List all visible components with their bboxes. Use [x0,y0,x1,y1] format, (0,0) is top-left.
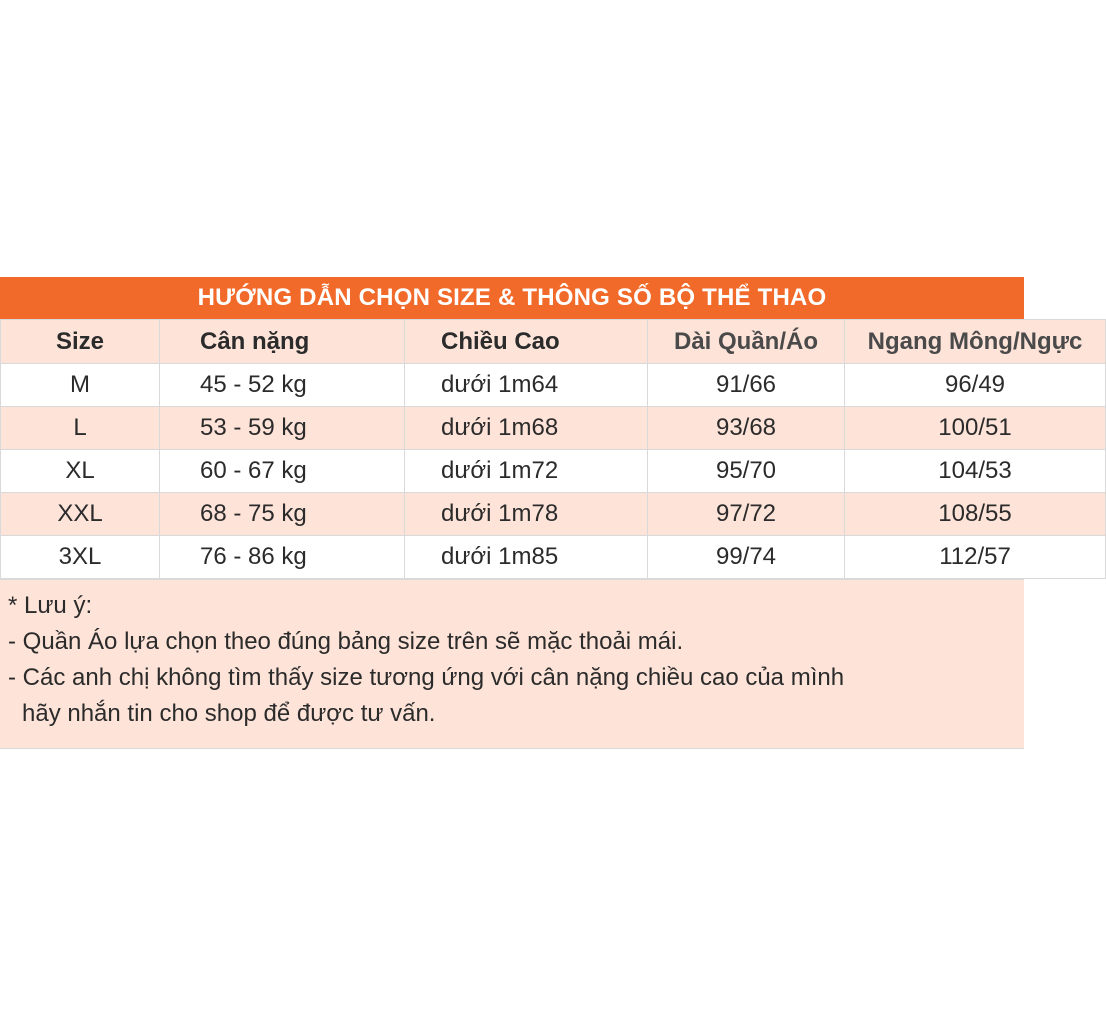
notes-line-1: - Quần Áo lựa chọn theo đúng bảng size trên sẽ mặc thoải mái. [8,628,684,655]
table-row [1,407,1106,450]
notes-panel [0,579,1024,749]
cell-height: dưới 1m85 [405,536,648,579]
cell-hip-chest: 96/49 [845,364,1106,407]
cell-size: XL [1,450,160,493]
cell-weight: 45 - 52 kg [160,364,405,407]
cell-height: dưới 1m78 [405,493,648,536]
notes-line-3: hãy nhắn tin cho shop để được tư vấn. [22,700,436,727]
cell-size: 3XL [1,536,160,579]
size-table [0,319,1106,579]
cell-hip-chest: 108/55 [845,493,1106,536]
header-height: Chiều Cao [405,320,648,364]
cell-height: dưới 1m72 [405,450,648,493]
size-guide-title: HƯỚNG DẪN CHỌN SIZE & THÔNG SỐ BỘ THỂ THAO [0,277,1024,319]
cell-hip-chest: 100/51 [845,407,1106,450]
table-row [1,364,1106,407]
cell-weight: 76 - 86 kg [160,536,405,579]
cell-length: 95/70 [648,450,845,493]
notes-line-2: - Các anh chị không tìm thấy size tương ứng với cân nặng chiều cao của mình [8,664,845,691]
cell-length: 97/72 [648,493,845,536]
cell-weight: 68 - 75 kg [160,493,405,536]
header-hip-chest: Ngang Mông/Ngực [845,320,1106,364]
cell-size: XXL [1,493,160,536]
header-weight: Cân nặng [160,320,405,364]
cell-size: L [1,407,160,450]
table-row [1,493,1106,536]
cell-length: 91/66 [648,364,845,407]
size-guide-sheet [0,277,1083,749]
cell-length: 93/68 [648,407,845,450]
cell-hip-chest: 112/57 [845,536,1106,579]
notes-heading: * Lưu ý: [8,592,93,619]
table-row [1,536,1106,579]
cell-hip-chest: 104/53 [845,450,1106,493]
cell-size: M [1,364,160,407]
cell-weight: 60 - 67 kg [160,450,405,493]
cell-height: dưới 1m64 [405,364,648,407]
cell-weight: 53 - 59 kg [160,407,405,450]
cell-height: dưới 1m68 [405,407,648,450]
header-size: Size [1,320,160,364]
header-length: Dài Quần/Áo [648,320,845,364]
cell-length: 99/74 [648,536,845,579]
table-row [1,450,1106,493]
table-header-row [1,320,1106,364]
